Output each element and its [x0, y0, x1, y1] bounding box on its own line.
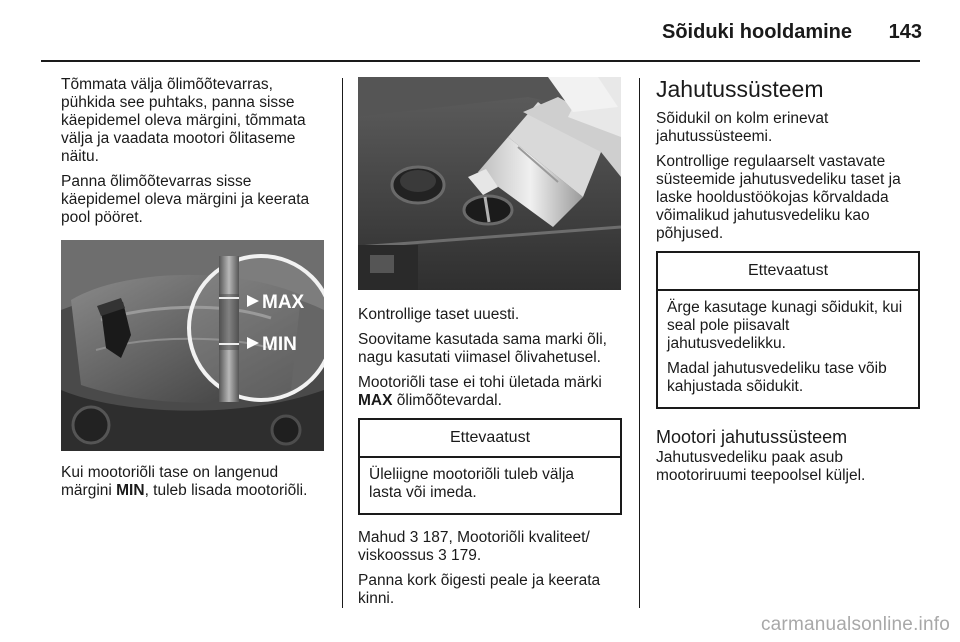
header-title: Sõiduki hooldamine: [661, 21, 852, 43]
paragraph-cap-close: Panna kork õigesti peale ja keerata kinni.: [358, 572, 601, 607]
dipstick-max-label: MAX: [262, 292, 305, 313]
caution-title: Ettevaatust: [360, 420, 620, 458]
caution-text-2: Madal jahutusvedeliku tase võib kahjustada sõidukit.: [667, 360, 887, 395]
column-middle: [358, 76, 622, 615]
paragraph-references: Mahud 3 187, Mootoriõli kvaliteet/ viskoossus 3 179.: [358, 529, 590, 564]
dipstick-min-label: MIN: [262, 334, 297, 355]
column-separator-2: [639, 78, 640, 608]
oil-fill-photo: [358, 77, 621, 290]
header-rule: [41, 60, 920, 62]
column-left: [61, 76, 326, 507]
paragraph-coolant-tank: Jahutusvedeliku paak asub mootoriruumi teepoolsel küljel.: [656, 449, 866, 484]
paragraph-dipstick-insert: Panna õlimõõtevarras sisse käepidemel oleva märgini ja keerata pool pööret.: [61, 173, 310, 226]
paragraph-same-brand: Soovitame kasutada sama marki õli, nagu kasutati viimasel õlivahetusel.: [358, 331, 607, 366]
subheading-engine-cooling: Mootori jahutussüsteem: [656, 427, 848, 447]
dipstick-photo: [61, 240, 324, 451]
column-separator-1: [342, 78, 343, 608]
caution-text-1: Ärge kasutage kunagi sõidukit, kui seal pole piisavalt jahutusvedelikku.: [667, 299, 903, 352]
caution-title: Ettevaatust: [658, 253, 918, 291]
column-right: [656, 76, 920, 492]
paragraph-max-level: Mootoriõli tase ei tohi ületada märki MAX õlimõõtevardal.: [358, 374, 602, 409]
paragraph-dipstick-check: Tõmmata välja õlimõõtevarras, pühkida see puhtaks, panna sisse käepidemel oleva märgini, tõmmata välja ja vaadata mootori õlitaseme näitu.: [61, 76, 306, 165]
caution-box-coolant: [656, 251, 920, 409]
page-header: [0, 0, 960, 62]
watermark: carmanualsonline.info: [760, 614, 950, 635]
section-heading-cooling: Jahutussüsteem: [656, 76, 824, 102]
page-number: 143: [888, 21, 922, 43]
dipstick-caption: Kui mootoriõli tase on langenud märgini MIN, tuleb lisada mootoriõli.: [61, 464, 308, 499]
page-ref-arrow-icon: 3: [409, 529, 419, 546]
caution-text: Üleliigne mootoriõli tuleb välja lasta või imeda.: [369, 466, 575, 501]
paragraph-cooling-systems: Sõidukil on kolm erinevat jahutussüsteemi.: [656, 110, 829, 145]
page-ref-arrow-icon: 3: [438, 547, 447, 564]
caution-box-oil: [358, 418, 622, 515]
paragraph-cooling-check: Kontrollige regulaarselt vastavate süsteemide jahutusvedeliku taset ja laske hooldustöökojas kõrvaldada võimalikud jahutusvedeliku kao põhjused.: [656, 153, 901, 242]
paragraph-check-again: Kontrollige taset uuesti.: [358, 306, 520, 323]
